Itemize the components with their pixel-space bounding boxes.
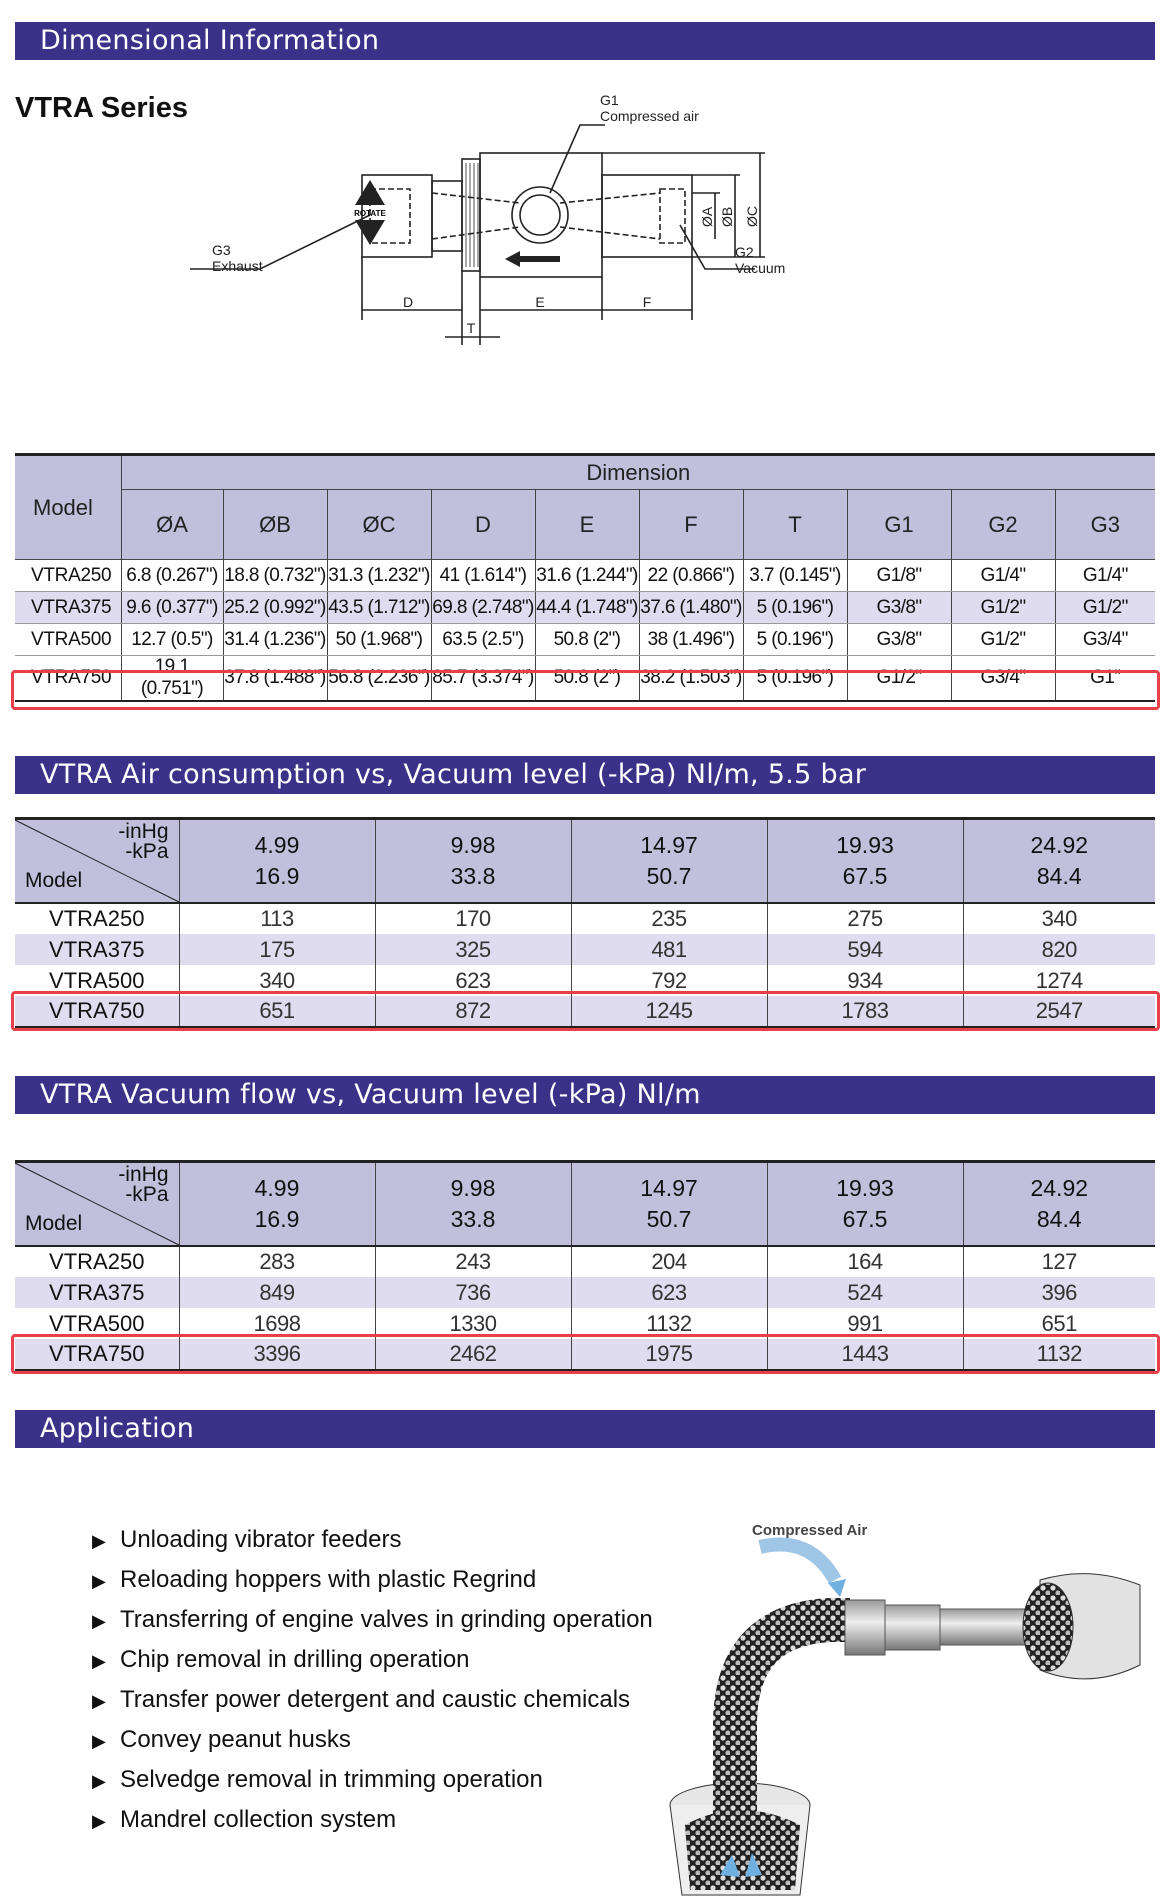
knurled-collar [462,159,480,271]
vacuum-level-header [571,1162,767,1247]
series-title: VTRA Series [15,92,188,124]
section-title: Application [40,1413,195,1444]
dimension-cell: 43.5 (1.712") [327,592,431,624]
dimension-cell: 5 (0.196") [743,656,847,702]
model-cell: VTRA750 [15,1339,179,1370]
dimension-cell: 37.8 (1.488") [223,656,327,702]
kpa-value: 33.8 [450,1206,496,1232]
rotate-label: ROTATE [354,209,386,218]
kpa-value: 84.4 [1036,1206,1082,1232]
section-title: VTRA Vacuum flow vs, Vacuum level (-kPa) Nl/m [40,1079,701,1110]
dim-c-label: ØC [744,206,760,227]
dimension-cell: 37.6 (1.480") [639,592,743,624]
model-label: Model [25,1212,83,1235]
bullet-triangle-icon: ▶ [92,1651,106,1671]
application-text: Unloading vibrator feeders [120,1526,402,1553]
model-cell: VTRA500 [15,624,121,656]
model-header: Model [15,455,121,560]
flow-value-cell: 325 [375,934,571,965]
dimension-cell: G1/4" [1055,560,1155,592]
flow-value-cell: 651 [179,996,375,1027]
g2-label: G2 [735,244,754,260]
dimension-cell: 9.6 (0.377") [121,592,223,624]
vacuum-level-header [963,1162,1155,1247]
list-item [92,1600,653,1640]
vacuum-level-header [963,819,1155,904]
bullet-triangle-icon: ▶ [92,1531,106,1551]
vacuum-level-header [179,819,375,904]
flow-value-cell: 340 [963,903,1155,934]
table-row [15,965,1155,996]
list-item [92,1760,653,1800]
g3-label: G3 [212,242,231,258]
inhg-value: 9.98 [450,1175,496,1201]
dimension-cell: G1/2" [1055,592,1155,624]
table-row [15,560,1155,592]
dimension-column-header: G2 [951,490,1055,560]
flow-value-cell: 481 [571,934,767,965]
g2-desc: Vacuum [735,260,786,276]
flow-value-cell: 1443 [767,1339,963,1370]
model-cell: VTRA250 [49,1249,145,1274]
flow-value-cell: 872 [375,996,571,1027]
model-level-header [15,1162,179,1247]
dim-e-label: E [535,294,545,310]
g1-label: G1 [600,92,619,108]
flow-value-cell: 1698 [179,1308,375,1339]
dimension-table [15,453,1155,702]
table-row [15,1308,1155,1339]
dimension-cell: 18.8 (0.732") [223,560,327,592]
table-row [15,934,1155,965]
dimension-cell: 50.8 (2") [535,656,639,702]
inhg-value: 24.92 [1030,1175,1089,1201]
section-title: VTRA Air consumption vs, Vacuum level (-kPa) Nl/m, 5.5 bar [40,759,867,790]
dimension-group-header: Dimension [121,455,1155,490]
section-bar-dimensional [15,22,1155,60]
dimension-cell: 5 (0.196") [743,592,847,624]
table-row [15,1339,1155,1370]
kpa-value: 50.7 [646,1206,692,1232]
flow-arrow-icon [505,251,560,267]
section-bar-vacuum [15,1076,1155,1114]
conveyor-illustration [640,1505,1160,1885]
section-bar-air [15,756,1155,794]
dimension-cell: 56.8 (2.236") [327,656,431,702]
flow-value-cell: 736 [375,1277,571,1308]
application-text: Transfer power detergent and caustic chemicals [120,1686,631,1713]
vacuum-transfer-unit [885,1605,940,1650]
inhg-value: 19.93 [836,1175,894,1201]
dimension-cell: 41 (1.614") [431,560,535,592]
vacuum-level-header [767,819,963,904]
model-cell: VTRA375 [15,1277,179,1308]
kpa-label: -kPa [125,1183,169,1206]
vacuum-level-header [571,819,767,904]
inhg-value: 14.97 [640,1175,698,1201]
flow-value-cell: 396 [963,1277,1155,1308]
flow-value-cell: 1783 [767,996,963,1027]
vacuum-body [602,175,692,257]
flow-value-cell: 594 [767,934,963,965]
inhg-value: 4.99 [254,832,300,858]
bullet-triangle-icon: ▶ [92,1731,106,1751]
dimension-column-header: ØC [327,490,431,560]
flow-value-cell: 170 [375,903,571,934]
flow-value-cell: 651 [963,1308,1155,1339]
model-cell: VTRA750 [15,656,121,702]
flow-value-cell: 1330 [375,1308,571,1339]
dimension-cell: 25.2 (0.992") [223,592,327,624]
bullet-triangle-icon: ▶ [92,1571,106,1591]
flow-value-cell: 340 [179,965,375,996]
dimension-cell: G1/8" [847,560,951,592]
application-text: Transferring of engine valves in grinding operation [120,1606,653,1633]
list-item [92,1560,653,1600]
vacuum-level-header [375,1162,571,1247]
flow-value-cell: 3396 [179,1339,375,1370]
dimension-cell: 50 (1.968") [327,624,431,656]
dimension-column-header: T [743,490,847,560]
flow-value-cell: 283 [179,1246,375,1277]
dim-d-label: D [402,294,414,310]
kpa-value: 67.5 [842,1206,888,1232]
vacuum-level-header [767,1162,963,1247]
model-cell: VTRA375 [15,592,121,624]
flow-value-cell: 1975 [571,1339,767,1370]
illustration-label: Compressed Air [752,1522,868,1539]
bullet-triangle-icon: ▶ [92,1811,106,1831]
dimension-cell: 6.8 (0.267") [121,560,223,592]
flow-value-cell: 175 [179,934,375,965]
vacuum-level-header [179,1162,375,1247]
table-row [15,903,1155,934]
model-cell: VTRA750 [15,996,179,1027]
dimension-cell: 31.4 (1.236") [223,624,327,656]
table-row [15,624,1155,656]
flow-value-cell: 113 [179,903,375,934]
vacuum-level-header [375,819,571,904]
flow-value-cell: 623 [375,965,571,996]
vacuum-flow-table [15,1160,1155,1371]
dimension-cell: G3/8" [847,624,951,656]
rotate-up-arrow-icon [355,180,385,205]
dimension-drawing [212,92,980,425]
flow-value-cell: 204 [571,1246,767,1277]
dimension-cell: 31.3 (1.232") [327,560,431,592]
application-text: Convey peanut husks [120,1726,351,1753]
flow-value-cell: 127 [963,1246,1155,1277]
inhg-label: -inHg [118,1163,169,1186]
flow-value-cell: 1274 [963,965,1155,996]
kpa-value: 67.5 [842,863,888,889]
model-label: Model [25,869,83,892]
model-cell: VTRA375 [15,934,179,965]
dimension-column-header: G3 [1055,490,1155,560]
flow-value-cell: 235 [571,903,767,934]
dimension-cell: 19.1 (0.751") [121,656,223,702]
dim-f-label: F [642,294,652,310]
dimension-cell: G3/4" [1055,624,1155,656]
list-item [92,1720,653,1760]
dimension-cell: 22 (0.866") [639,560,743,592]
flow-value-cell: 2462 [375,1339,571,1370]
dimension-cell: 63.5 (2.5") [431,624,535,656]
table-row [15,1277,1155,1308]
list-item [92,1800,653,1840]
flow-value-cell: 1245 [571,996,767,1027]
inhg-value: 14.97 [640,832,698,858]
flow-value-cell: 849 [179,1277,375,1308]
model-level-header [15,819,179,904]
application-text: Selvedge removal in trimming operation [120,1766,543,1793]
dimension-cell: 38 (1.496") [639,624,743,656]
dimension-column-header: ØA [121,490,223,560]
list-item [92,1520,653,1560]
list-item [92,1640,653,1680]
dimension-cell: G1/4" [951,560,1055,592]
application-list [92,1520,653,1840]
kpa-value: 33.8 [450,863,496,889]
flow-value-cell: 243 [375,1246,571,1277]
flow-value-cell: 623 [571,1277,767,1308]
flow-value-cell: 524 [767,1277,963,1308]
dimension-cell: 50.8 (2") [535,624,639,656]
dimension-cell: 85.7 (3.374") [431,656,535,702]
flow-value-cell: 991 [767,1308,963,1339]
kpa-value: 16.9 [254,1206,300,1232]
air-consumption-table [15,817,1155,1028]
inhg-value: 19.93 [836,832,894,858]
table-row [15,592,1155,624]
flow-value-cell: 275 [767,903,963,934]
dimension-cell: G1/2" [951,624,1055,656]
table-row [15,1246,1155,1277]
application-text: Chip removal in drilling operation [120,1646,470,1673]
dimension-cell: 44.4 (1.748") [535,592,639,624]
dimension-cell: G3/4" [951,656,1055,702]
bullet-triangle-icon: ▶ [92,1691,106,1711]
kpa-value: 16.9 [254,863,300,889]
flow-value-cell: 2547 [963,996,1155,1027]
flow-value-cell: 934 [767,965,963,996]
model-cell: VTRA500 [49,1310,145,1336]
flow-value-cell: 1132 [963,1339,1155,1370]
g1-desc: Compressed air [600,108,699,124]
kpa-label: -kPa [125,840,169,863]
inhg-value: 9.98 [450,832,496,858]
dimension-column-header: ØB [223,490,327,560]
application-text: Reloading hoppers with plastic Regrind [120,1566,537,1593]
flow-value-cell: 1132 [571,1308,767,1339]
air-inlet-hose [760,1544,835,1580]
flow-value-cell: 820 [963,934,1155,965]
dimension-cell: 3.7 (0.145") [743,560,847,592]
dim-t-label: T [466,320,476,336]
g3-desc: Exhaust [212,258,263,274]
dimension-cell: G1" [1055,656,1155,702]
inhg-value: 4.99 [254,1175,300,1201]
flow-value-cell: 164 [767,1246,963,1277]
dim-a-label: ØA [699,206,715,227]
kpa-value: 84.4 [1036,863,1082,889]
dimension-column-header: E [535,490,639,560]
dimension-cell: G1/2" [847,656,951,702]
section-bar-application [15,1410,1155,1448]
kpa-value: 50.7 [646,863,692,889]
dimension-cell: 31.6 (1.244") [535,560,639,592]
rotate-down-arrow-icon [355,220,385,245]
dimension-cell: G1/2" [951,592,1055,624]
table-row [15,996,1155,1027]
table-row [15,656,1155,702]
list-item [92,1680,653,1720]
dimension-cell: 12.7 (0.5") [121,624,223,656]
model-cell: VTRA250 [49,906,145,931]
inhg-value: 24.92 [1030,832,1089,858]
bullet-triangle-icon: ▶ [92,1771,106,1791]
dimension-column-header: D [431,490,535,560]
flow-value-cell: 792 [571,965,767,996]
dim-b-label: ØB [719,206,735,227]
application-text: Mandrel collection system [120,1806,397,1833]
dimension-cell: 5 (0.196") [743,624,847,656]
dimension-cell: 38.2 (1.503") [639,656,743,702]
dimension-column-header: F [639,490,743,560]
dimension-cell: 69.8 (2.748") [431,592,535,624]
model-cell: VTRA500 [49,967,145,993]
dimension-column-header: G1 [847,490,951,560]
model-cell: VTRA250 [15,560,121,592]
bullet-triangle-icon: ▶ [92,1611,106,1631]
section-title: Dimensional Information [40,25,380,56]
dimension-cell: G3/8" [847,592,951,624]
inhg-label: -inHg [118,820,169,843]
